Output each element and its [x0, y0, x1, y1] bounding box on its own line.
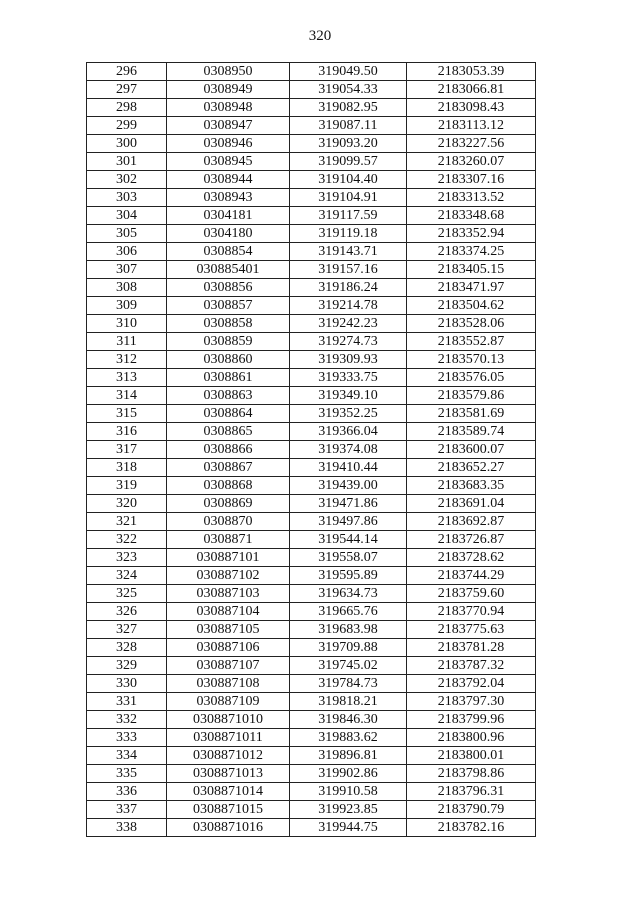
table-row	[87, 441, 536, 459]
x-coordinate-cell: 319745.02	[290, 657, 407, 675]
row-number-cell: 318	[87, 459, 167, 477]
row-number-cell: 337	[87, 801, 167, 819]
point-id-cell: 0308867	[167, 459, 290, 477]
x-coordinate-cell: 319902.86	[290, 765, 407, 783]
y-coordinate-cell: 2183504.62	[407, 297, 536, 315]
x-coordinate-cell: 319186.24	[290, 279, 407, 297]
y-coordinate-cell: 2183792.04	[407, 675, 536, 693]
y-coordinate-cell: 2183600.07	[407, 441, 536, 459]
table-row	[87, 531, 536, 549]
x-coordinate-cell: 319471.86	[290, 495, 407, 513]
y-coordinate-cell: 2183352.94	[407, 225, 536, 243]
point-id-cell: 030887105	[167, 621, 290, 639]
row-number-cell: 328	[87, 639, 167, 657]
y-coordinate-cell: 2183798.86	[407, 765, 536, 783]
point-id-cell: 030885401	[167, 261, 290, 279]
y-coordinate-cell: 2183692.87	[407, 513, 536, 531]
row-number-cell: 311	[87, 333, 167, 351]
x-coordinate-cell: 319683.98	[290, 621, 407, 639]
x-coordinate-cell: 319049.50	[290, 63, 407, 81]
row-number-cell: 316	[87, 423, 167, 441]
row-number-cell: 331	[87, 693, 167, 711]
table-row	[87, 783, 536, 801]
y-coordinate-cell: 2183744.29	[407, 567, 536, 585]
row-number-cell: 310	[87, 315, 167, 333]
row-number-cell: 302	[87, 171, 167, 189]
table-row	[87, 207, 536, 225]
x-coordinate-cell: 319923.85	[290, 801, 407, 819]
table-row	[87, 189, 536, 207]
row-number-cell: 303	[87, 189, 167, 207]
x-coordinate-cell: 319157.16	[290, 261, 407, 279]
point-id-cell: 0308865	[167, 423, 290, 441]
y-coordinate-cell: 2183098.43	[407, 99, 536, 117]
row-number-cell: 319	[87, 477, 167, 495]
point-id-cell: 0308949	[167, 81, 290, 99]
row-number-cell: 315	[87, 405, 167, 423]
y-coordinate-cell: 2183800.01	[407, 747, 536, 765]
table-row	[87, 261, 536, 279]
table-row	[87, 117, 536, 135]
row-number-cell: 300	[87, 135, 167, 153]
table-row	[87, 801, 536, 819]
point-id-cell: 0308871	[167, 531, 290, 549]
x-coordinate-cell: 319883.62	[290, 729, 407, 747]
x-coordinate-cell: 319410.44	[290, 459, 407, 477]
row-number-cell: 324	[87, 567, 167, 585]
y-coordinate-cell: 2183790.79	[407, 801, 536, 819]
y-coordinate-cell: 2183405.15	[407, 261, 536, 279]
point-id-cell: 0308868	[167, 477, 290, 495]
table-row	[87, 81, 536, 99]
y-coordinate-cell: 2183066.81	[407, 81, 536, 99]
y-coordinate-cell: 2183528.06	[407, 315, 536, 333]
x-coordinate-cell: 319214.78	[290, 297, 407, 315]
y-coordinate-cell: 2183227.56	[407, 135, 536, 153]
point-id-cell: 030887107	[167, 657, 290, 675]
y-coordinate-cell: 2183576.05	[407, 369, 536, 387]
table-row	[87, 387, 536, 405]
row-number-cell: 306	[87, 243, 167, 261]
x-coordinate-cell: 319117.59	[290, 207, 407, 225]
point-id-cell: 0308870	[167, 513, 290, 531]
table-row	[87, 333, 536, 351]
table-row	[87, 315, 536, 333]
y-coordinate-cell: 2183313.52	[407, 189, 536, 207]
table-row	[87, 351, 536, 369]
y-coordinate-cell: 2183589.74	[407, 423, 536, 441]
row-number-cell: 330	[87, 675, 167, 693]
row-number-cell: 321	[87, 513, 167, 531]
x-coordinate-cell: 319709.88	[290, 639, 407, 657]
row-number-cell: 334	[87, 747, 167, 765]
row-number-cell: 301	[87, 153, 167, 171]
x-coordinate-cell: 319099.57	[290, 153, 407, 171]
row-number-cell: 329	[87, 657, 167, 675]
y-coordinate-cell: 2183053.39	[407, 63, 536, 81]
y-coordinate-cell: 2183570.13	[407, 351, 536, 369]
table-row	[87, 477, 536, 495]
row-number-cell: 314	[87, 387, 167, 405]
x-coordinate-cell: 319104.40	[290, 171, 407, 189]
x-coordinate-cell: 319818.21	[290, 693, 407, 711]
row-number-cell: 307	[87, 261, 167, 279]
table-row	[87, 819, 536, 837]
coordinates-table	[86, 62, 536, 837]
point-id-cell: 0308859	[167, 333, 290, 351]
point-id-cell: 0308861	[167, 369, 290, 387]
table-row	[87, 135, 536, 153]
table-row	[87, 369, 536, 387]
table-row	[87, 99, 536, 117]
point-id-cell: 0308950	[167, 63, 290, 81]
y-coordinate-cell: 2183775.63	[407, 621, 536, 639]
y-coordinate-cell: 2183691.04	[407, 495, 536, 513]
table-row	[87, 459, 536, 477]
point-id-cell: 0308943	[167, 189, 290, 207]
row-number-cell: 309	[87, 297, 167, 315]
row-number-cell: 338	[87, 819, 167, 837]
point-id-cell: 0308944	[167, 171, 290, 189]
point-id-cell: 0308871013	[167, 765, 290, 783]
row-number-cell: 332	[87, 711, 167, 729]
point-id-cell: 0308863	[167, 387, 290, 405]
y-coordinate-cell: 2183552.87	[407, 333, 536, 351]
x-coordinate-cell: 319497.86	[290, 513, 407, 531]
point-id-cell: 0308860	[167, 351, 290, 369]
table-row	[87, 693, 536, 711]
table-row	[87, 153, 536, 171]
row-number-cell: 322	[87, 531, 167, 549]
row-number-cell: 327	[87, 621, 167, 639]
row-number-cell: 336	[87, 783, 167, 801]
table-row	[87, 765, 536, 783]
x-coordinate-cell: 319846.30	[290, 711, 407, 729]
x-coordinate-cell: 319349.10	[290, 387, 407, 405]
x-coordinate-cell: 319082.95	[290, 99, 407, 117]
page-number: 320	[308, 28, 332, 44]
point-id-cell: 0308946	[167, 135, 290, 153]
point-id-cell: 0308871014	[167, 783, 290, 801]
table-row	[87, 297, 536, 315]
point-id-cell: 0304180	[167, 225, 290, 243]
point-id-cell: 0308864	[167, 405, 290, 423]
table-row	[87, 495, 536, 513]
table-row	[87, 675, 536, 693]
table-row	[87, 729, 536, 747]
point-id-cell: 0308856	[167, 279, 290, 297]
row-number-cell: 299	[87, 117, 167, 135]
x-coordinate-cell: 319309.93	[290, 351, 407, 369]
table-row	[87, 423, 536, 441]
y-coordinate-cell: 2183581.69	[407, 405, 536, 423]
point-id-cell: 030887106	[167, 639, 290, 657]
x-coordinate-cell: 319896.81	[290, 747, 407, 765]
y-coordinate-cell: 2183113.12	[407, 117, 536, 135]
coordinates-table-body	[87, 63, 536, 837]
row-number-cell: 308	[87, 279, 167, 297]
x-coordinate-cell: 319665.76	[290, 603, 407, 621]
row-number-cell: 297	[87, 81, 167, 99]
row-number-cell: 298	[87, 99, 167, 117]
x-coordinate-cell: 319634.73	[290, 585, 407, 603]
table-row	[87, 621, 536, 639]
y-coordinate-cell: 2183348.68	[407, 207, 536, 225]
x-coordinate-cell: 319242.23	[290, 315, 407, 333]
point-id-cell: 0308947	[167, 117, 290, 135]
y-coordinate-cell: 2183781.28	[407, 639, 536, 657]
x-coordinate-cell: 319558.07	[290, 549, 407, 567]
y-coordinate-cell: 2183787.32	[407, 657, 536, 675]
point-id-cell: 0308948	[167, 99, 290, 117]
point-id-cell: 0308871010	[167, 711, 290, 729]
table-row	[87, 639, 536, 657]
y-coordinate-cell: 2183260.07	[407, 153, 536, 171]
y-coordinate-cell: 2183797.30	[407, 693, 536, 711]
x-coordinate-cell: 319333.75	[290, 369, 407, 387]
x-coordinate-cell: 319087.11	[290, 117, 407, 135]
point-id-cell: 030887103	[167, 585, 290, 603]
point-id-cell: 0308866	[167, 441, 290, 459]
x-coordinate-cell: 319374.08	[290, 441, 407, 459]
y-coordinate-cell: 2183800.96	[407, 729, 536, 747]
table-row	[87, 279, 536, 297]
row-number-cell: 304	[87, 207, 167, 225]
x-coordinate-cell: 319093.20	[290, 135, 407, 153]
row-number-cell: 312	[87, 351, 167, 369]
row-number-cell: 326	[87, 603, 167, 621]
point-id-cell: 0308871015	[167, 801, 290, 819]
table-row	[87, 513, 536, 531]
y-coordinate-cell: 2183307.16	[407, 171, 536, 189]
point-id-cell: 0308871016	[167, 819, 290, 837]
table-row	[87, 711, 536, 729]
point-id-cell: 0308869	[167, 495, 290, 513]
table-row	[87, 225, 536, 243]
x-coordinate-cell: 319104.91	[290, 189, 407, 207]
x-coordinate-cell: 319054.33	[290, 81, 407, 99]
y-coordinate-cell: 2183770.94	[407, 603, 536, 621]
y-coordinate-cell: 2183759.60	[407, 585, 536, 603]
point-id-cell: 0308871012	[167, 747, 290, 765]
y-coordinate-cell: 2183471.97	[407, 279, 536, 297]
point-id-cell: 0308858	[167, 315, 290, 333]
x-coordinate-cell: 319119.18	[290, 225, 407, 243]
table-row	[87, 657, 536, 675]
x-coordinate-cell: 319910.58	[290, 783, 407, 801]
table-row	[87, 603, 536, 621]
row-number-cell: 296	[87, 63, 167, 81]
table-row	[87, 549, 536, 567]
table-row	[87, 171, 536, 189]
y-coordinate-cell: 2183796.31	[407, 783, 536, 801]
point-id-cell: 030887108	[167, 675, 290, 693]
y-coordinate-cell: 2183579.86	[407, 387, 536, 405]
point-id-cell: 030887109	[167, 693, 290, 711]
row-number-cell: 320	[87, 495, 167, 513]
x-coordinate-cell: 319595.89	[290, 567, 407, 585]
row-number-cell: 333	[87, 729, 167, 747]
y-coordinate-cell: 2183782.16	[407, 819, 536, 837]
point-id-cell: 0308854	[167, 243, 290, 261]
point-id-cell: 0308945	[167, 153, 290, 171]
row-number-cell: 335	[87, 765, 167, 783]
point-id-cell: 0304181	[167, 207, 290, 225]
table-row	[87, 567, 536, 585]
x-coordinate-cell: 319143.71	[290, 243, 407, 261]
x-coordinate-cell: 319274.73	[290, 333, 407, 351]
point-id-cell: 0308871011	[167, 729, 290, 747]
y-coordinate-cell: 2183799.96	[407, 711, 536, 729]
x-coordinate-cell: 319366.04	[290, 423, 407, 441]
y-coordinate-cell: 2183374.25	[407, 243, 536, 261]
table-row	[87, 243, 536, 261]
point-id-cell: 030887104	[167, 603, 290, 621]
y-coordinate-cell: 2183728.62	[407, 549, 536, 567]
point-id-cell: 030887102	[167, 567, 290, 585]
y-coordinate-cell: 2183652.27	[407, 459, 536, 477]
y-coordinate-cell: 2183726.87	[407, 531, 536, 549]
x-coordinate-cell: 319352.25	[290, 405, 407, 423]
table-row	[87, 585, 536, 603]
table-row	[87, 63, 536, 81]
x-coordinate-cell: 319439.00	[290, 477, 407, 495]
point-id-cell: 0308857	[167, 297, 290, 315]
row-number-cell: 313	[87, 369, 167, 387]
table-row	[87, 747, 536, 765]
point-id-cell: 030887101	[167, 549, 290, 567]
x-coordinate-cell: 319544.14	[290, 531, 407, 549]
row-number-cell: 323	[87, 549, 167, 567]
row-number-cell: 305	[87, 225, 167, 243]
table-row	[87, 405, 536, 423]
x-coordinate-cell: 319784.73	[290, 675, 407, 693]
row-number-cell: 317	[87, 441, 167, 459]
x-coordinate-cell: 319944.75	[290, 819, 407, 837]
row-number-cell: 325	[87, 585, 167, 603]
y-coordinate-cell: 2183683.35	[407, 477, 536, 495]
